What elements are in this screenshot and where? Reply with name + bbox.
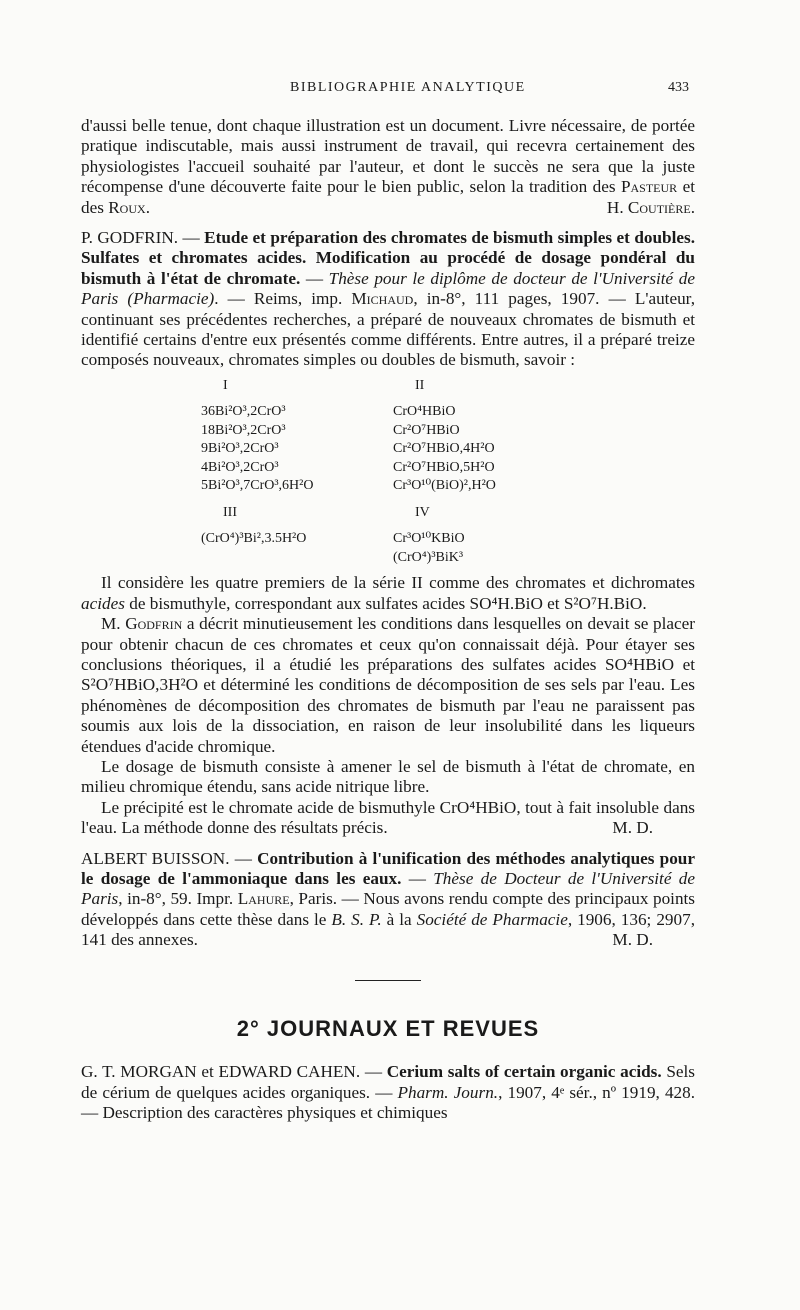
author-name: Roux xyxy=(108,197,146,217)
printer-name: Michaud xyxy=(351,289,414,309)
compound-formula: Cr²O⁷HBiO,5H²O xyxy=(393,459,495,475)
review-paragraph: d'aussi belle tenue, dont chaque illustration est un document. Livre nécessaire, de portée pratique indiscutable, mais aussi instrument de travail, qui recevra certainement des physiologistes l'accueil souhaité par l'auteur, et dont le succès ne sera que la juste récompense d'une découverte faite pour le bien public, selon la tradition des Pasteur et des Roux. H. Coutière. xyxy=(81,116,695,217)
entry-author: G. T. MORGAN et EDWARD CAHEN. — xyxy=(81,1062,387,1082)
signature: H. Coutière. xyxy=(606,197,695,217)
page-body xyxy=(81,116,695,1123)
body-paragraph: Le dosage de bismuth consiste à amener le sel de bismuth à l'état de chromate, en milieu chromique étendu, sans acide nitrique libre. xyxy=(81,757,695,797)
printer-name: Lahure xyxy=(237,889,290,909)
series-header: I II xyxy=(223,377,425,393)
compound-formula: Cr³O¹⁰(BiO)²,H²O xyxy=(393,478,496,494)
compound-row xyxy=(81,459,695,478)
compound-formula: 18Bi²O³,2CrO³ xyxy=(201,422,286,438)
compound-row xyxy=(81,403,695,422)
series-header: III IV xyxy=(223,504,430,520)
author-name: Pasteur xyxy=(620,177,678,197)
entry-title: Cerium salts of certain organic acids. xyxy=(386,1062,662,1082)
compound-formula: 9Bi²O³,2CrO³ xyxy=(201,441,279,457)
compound-formula: CrO⁴HBiO xyxy=(393,404,456,420)
signature: M. D. xyxy=(612,930,653,950)
entry-author: ALBERT BUISSON. — xyxy=(81,848,258,868)
journal-title: Pharm. Journ. xyxy=(397,1082,499,1102)
body-paragraph: Il considère les quatre premiers de la série II comme des chromates et dichromates acides de bismuthyle, correspondant aux sulfates acides SO⁴H.BiO et S²O⁷H.BiO. xyxy=(81,573,695,613)
body-paragraph: M. Godfrin a décrit minutieusement les conditions dans lesquelles on devait se placer pour obtenir chacun de ces chromates et ceux qu'on connaissait déjà. Pour étayer ses conclusions théoriques, il a étudié les préparations des sulfates acides SO⁴HBiO et S²O⁷HBiO,3H²O et déterminé les conditions de décomposition de ses sels par l'eau. Les phénomènes de décomposition des chromates de bismuth par l'eau ne paraissent pas soumis aux lois de la dissociation, en raison de leur insolubilité dans les liqueurs étendues d'acide chromique. xyxy=(81,614,695,756)
compound-row xyxy=(81,440,695,459)
running-header: BIBLIOGRAPHIE ANALYTIQUE xyxy=(290,80,526,95)
entry-title: Etude et préparation des chromates de bismuth simples et doubles. Sulfates et chromates acides. Modification au procédé de dosage pondéral du bismuth à l'état de chromate. xyxy=(81,228,695,288)
entry-title: Contribution à l'unification des méthodes analytiques pour le dosage de l'ammoniaque dans les eaux. xyxy=(81,848,695,889)
bibliographic-entry: ALBERT BUISSON. — Contribution à l'unification des méthodes analytiques pour le dosage de l'ammoniaque dans les eaux. — Thèse de Docteur de l'Université de Paris, in-8°, 59. Impr. Lahure, Paris. — Nous avons rendu compte des principaux points développés dans cette thèse dans le B. S. P. à la Société de Pharmacie, 1906, 136; 2907, 141 des annexes. M. D. xyxy=(81,848,695,950)
entry-author: P. GODFRIN. — xyxy=(81,228,205,248)
compound-row xyxy=(81,477,695,496)
compound-formula: (CrO⁴)³BiK³ xyxy=(393,549,464,565)
compound-rows-1-2 xyxy=(81,403,695,496)
thesis-title: Thèse pour le diplôme de docteur de l'Université de Paris xyxy=(81,268,696,309)
section-title: 2° JOURNAUX ET REVUES xyxy=(236,1016,540,1042)
compound-row xyxy=(81,549,695,568)
compound-formula: 5Bi²O³,7CrO³,6H²O xyxy=(201,478,314,494)
body-paragraph: Le précipité est le chromate acide de bismuthyle CrO⁴HBiO, tout à fait insoluble dans l'eau. La méthode donne des résultats précis. M. D. xyxy=(81,797,695,838)
compound-row xyxy=(81,422,695,441)
compound-formula xyxy=(201,549,393,568)
compound-formula: Cr²O⁷HBiO,4H²O xyxy=(393,441,495,457)
compound-formula: 4Bi²O³,2CrO³ xyxy=(201,459,279,475)
bibliographic-entry: P. GODFRIN. — Etude et préparation des chromates de bismuth simples et doubles. Sulfates et chromates acides. Modification au procédé de dosage pondéral du bismuth à l'état de chromate. — Thèse pour le diplôme de docteur de l'Université de Paris (Pharmacie). — Reims, imp. Michaud, in-8°, 111 pages, 1907. — L'auteur, continuant ses précédentes recherches, a préparé de nouveaux chromates de bismuth et identifié certains d'entre eux présentés comme différents. Entre autres, il a préparé treize composés nouveaux, chromates simples ou doubles de bismuth, savoir : xyxy=(81,228,696,370)
thesis-title: Thèse de Docteur de l'Université de Paris xyxy=(81,869,695,909)
compound-rows-3-4 xyxy=(81,530,695,567)
compound-formula: Cr²O⁷HBiO xyxy=(393,422,460,438)
compound-formula: (CrO⁴)³Bi²,3.5H²O xyxy=(201,531,307,547)
compound-formula: Cr³O¹⁰KBiO xyxy=(393,531,465,547)
signature: M. D. xyxy=(612,818,653,838)
compound-list xyxy=(81,377,695,568)
section-divider xyxy=(355,980,421,982)
author-name: Godfrin xyxy=(125,614,183,634)
bibliographic-entry: G. T. MORGAN et EDWARD CAHEN. — Cerium salts of certain organic acids. Sels de cérium de quelques acides organiques. — Pharm. Journ., 1907, 4ᵉ sér., nº 1919, 428. — Description des caractères physiques et chimiques xyxy=(81,1062,696,1122)
compound-formula: 36Bi²O³,2CrO³ xyxy=(201,404,286,420)
page-number: 433 xyxy=(668,80,689,95)
compound-row xyxy=(81,530,695,549)
